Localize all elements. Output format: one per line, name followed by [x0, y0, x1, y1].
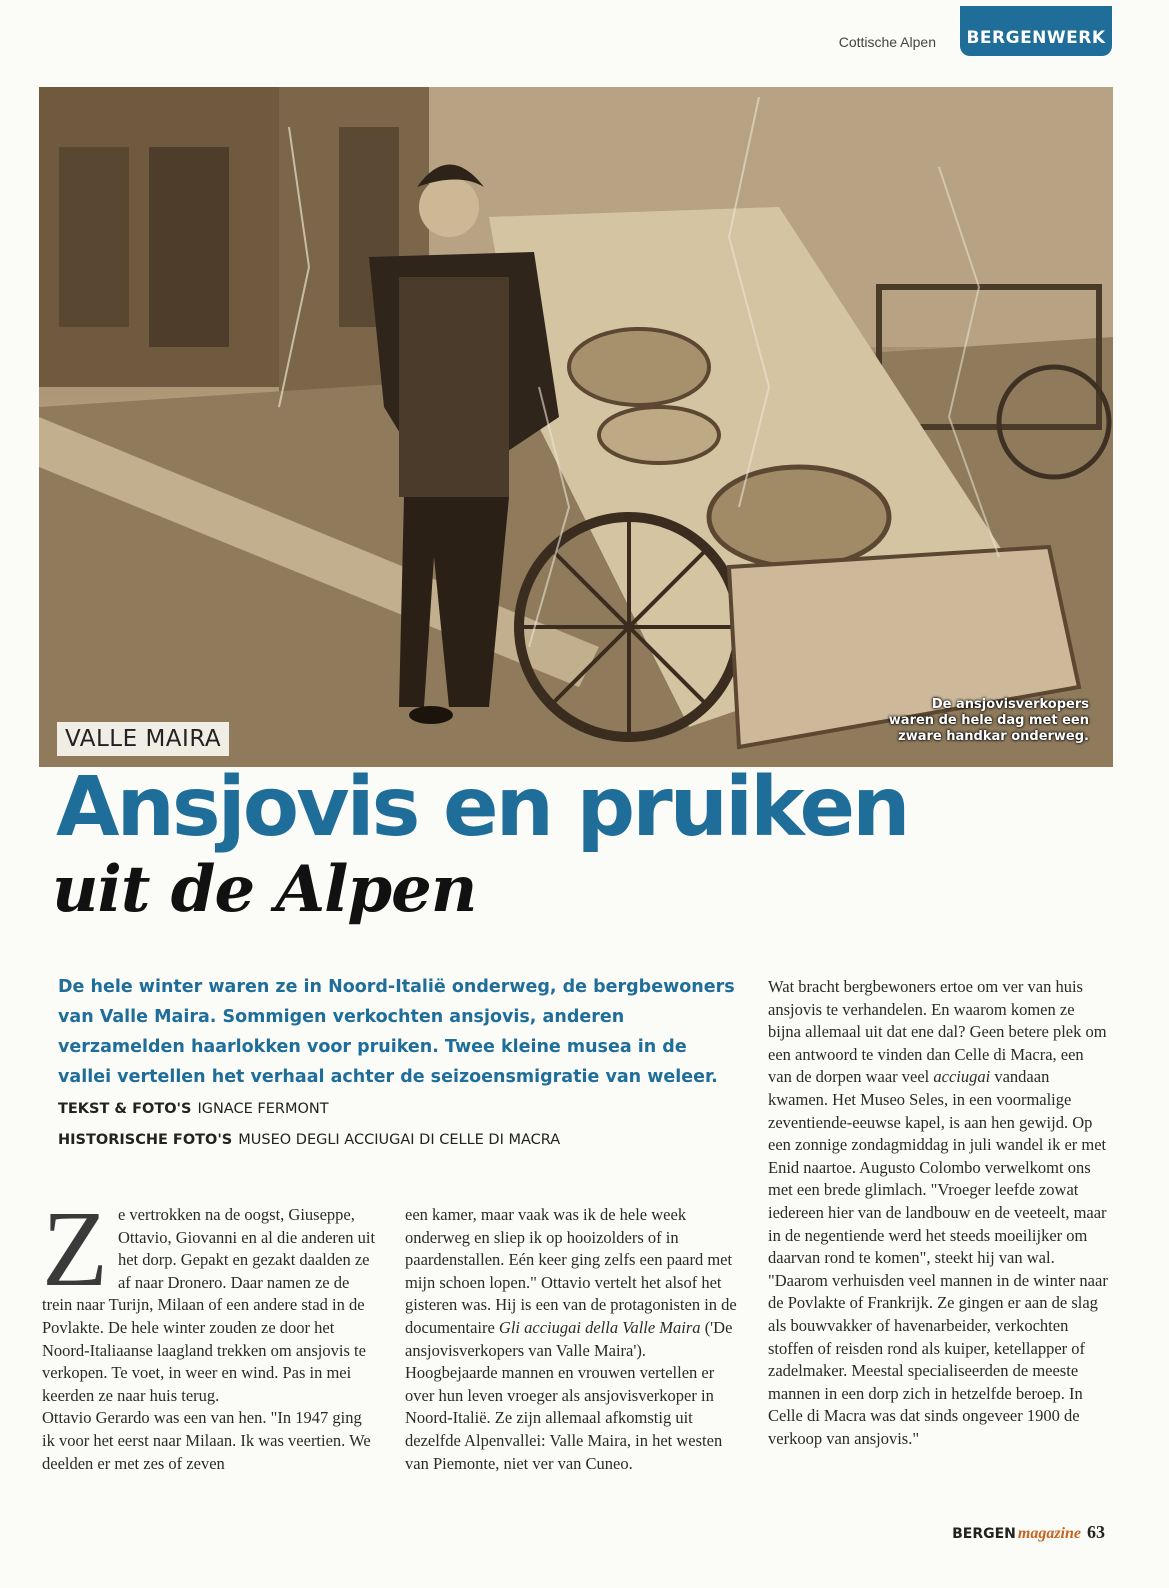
article-intro: De hele winter waren ze in Noord-Italië onderweg, de bergbewoners van Valle Maira. Sommigen verkochten ansjovis, anderen verzamelden haarlokken voor pruiken. Twee kleine musea in de vallei vertellen het verhaal achter de seizoensmigratie van weleer.: [58, 977, 735, 1087]
historic-photo: [39, 87, 1113, 767]
paragraph: Ottavio Gerardo was een van hen. "In 1947 ging ik voor het eerst naar Milaan. Ik was veertien. We deelden er met zes of zeven: [42, 1408, 371, 1473]
article-column-3: [768, 976, 1108, 1450]
footer-brand: BERGEN: [952, 1526, 1016, 1542]
credit-label: TEKST & FOTO'S: [58, 1101, 192, 1117]
article-column-2: [405, 1204, 741, 1475]
paragraph: [405, 1204, 741, 1475]
italic-term: acciugai: [933, 1067, 991, 1087]
paragraph: [768, 976, 1108, 1450]
paragraph-text: vandaan kwamen. Het Museo Seles, in een voormalige zeventiende-eeuwse kapel, is aan hen gewijd. Op een zonnige zondagmiddag in juli wandel ik er met Enid naartoe. Augusto Colombo verwelkomt ons met een brede glimlach. "Vroeger leefde zowat iedereen hier van de landbouw en de veeteelt, maar in de negentiende werd het steeds moeilijker om daarvan rond te komen", steekt hij van wal. "Daarom verhuisden veel mannen in de winter naar de Povlakte of Frankrijk. Ze gingen er aan de slag als bouwvakker of havenarbeider, verkochten stoffen of reisden rond als kuiper, ketellapper of zadelmaker. Meestal specialiseerden de meeste mannen in een dorp zich in hetzelfde beroep. In Celle di Macra was dat sinds ongeveer 1900 de verkoop van ansjovis.": [768, 1067, 1108, 1448]
drop-cap: Z: [42, 1190, 108, 1309]
section-label: Cottische Alpen: [838, 34, 936, 50]
page-footer: [952, 1522, 1105, 1543]
article-title: Ansjovis en pruiken: [56, 760, 908, 855]
footer-magazine: magazine: [1017, 1525, 1081, 1542]
credit-value: IGNACE FERMONT: [197, 1101, 329, 1117]
paragraph-text: Wat bracht bergbewoners ertoe om ver van huis ansjovis te verhandelen. En waarom komen ze bijna allemaal uit dat ene dal? Geen betere plek om een antwoord te vinden dan Celle di Macra, een van de dorpen waar veel: [768, 977, 1107, 1087]
paragraph-text: ('De ansjovisverkopers van Valle Maira'). Hoogbejaarde mannen en vrouwen vertellen er over hun leven vroeger als ansjovisverkoper in Noord-Italië. Ze zijn allemaal afkomstig uit dezelfde Alpenvallei: Valle Maira, in het westen van Piemonte, niet ver van Cuneo.: [405, 1317, 733, 1473]
section-tab: BERGENWERK: [960, 6, 1112, 56]
page-number: 63: [1087, 1522, 1105, 1542]
photo-caption-line: waren de hele dag met een: [888, 713, 1089, 728]
paragraph-text: een kamer, maar vaak was ik de hele week onderweg en sliep ik op hooizolders of in paardenstallen. Eén keer ging zelfs een paard met mijn schoen lopen." Ottavio vertelt het alsof het gisteren was. Hij is een van de protagonisten in de documentaire: [405, 1205, 737, 1337]
credit-photos: [58, 1132, 560, 1148]
paragraph-text: e vertrokken na de oogst, Giuseppe, Ottavio, Giovanni en al die anderen uit het dorp. Gepakt en gezakt daalden ze af naar Dronero. Daar namen ze de trein naar Turijn, Milaan of een andere stad in de Povlakte. De hele winter zouden ze door het Noord-Italiaanse laagland trekken om ansjovis te verkopen. Te voet, in weer en wind. Pas in mei keerden ze naar huis terug.: [42, 1205, 376, 1405]
documentary-title: Gli acciugai della Valle Maira: [498, 1317, 701, 1337]
credit-value: MUSEO DEGLI ACCIUGAI DI CELLE DI MACRA: [238, 1132, 561, 1148]
photo-caption-line: zware handkar onderweg.: [898, 729, 1089, 744]
photo-illustration: [39, 87, 1113, 767]
credit-label: HISTORISCHE FOTO'S: [58, 1132, 233, 1148]
credit-text: [58, 1101, 329, 1117]
location-label: VALLE MAIRA: [57, 722, 229, 756]
photo-caption-line: De ansjovisverkopers: [931, 697, 1089, 712]
article-subtitle: uit de Alpen: [52, 852, 477, 927]
photo-caption: [889, 697, 1089, 745]
paragraph: [42, 1190, 378, 1407]
article-column-1: [42, 1190, 378, 1475]
